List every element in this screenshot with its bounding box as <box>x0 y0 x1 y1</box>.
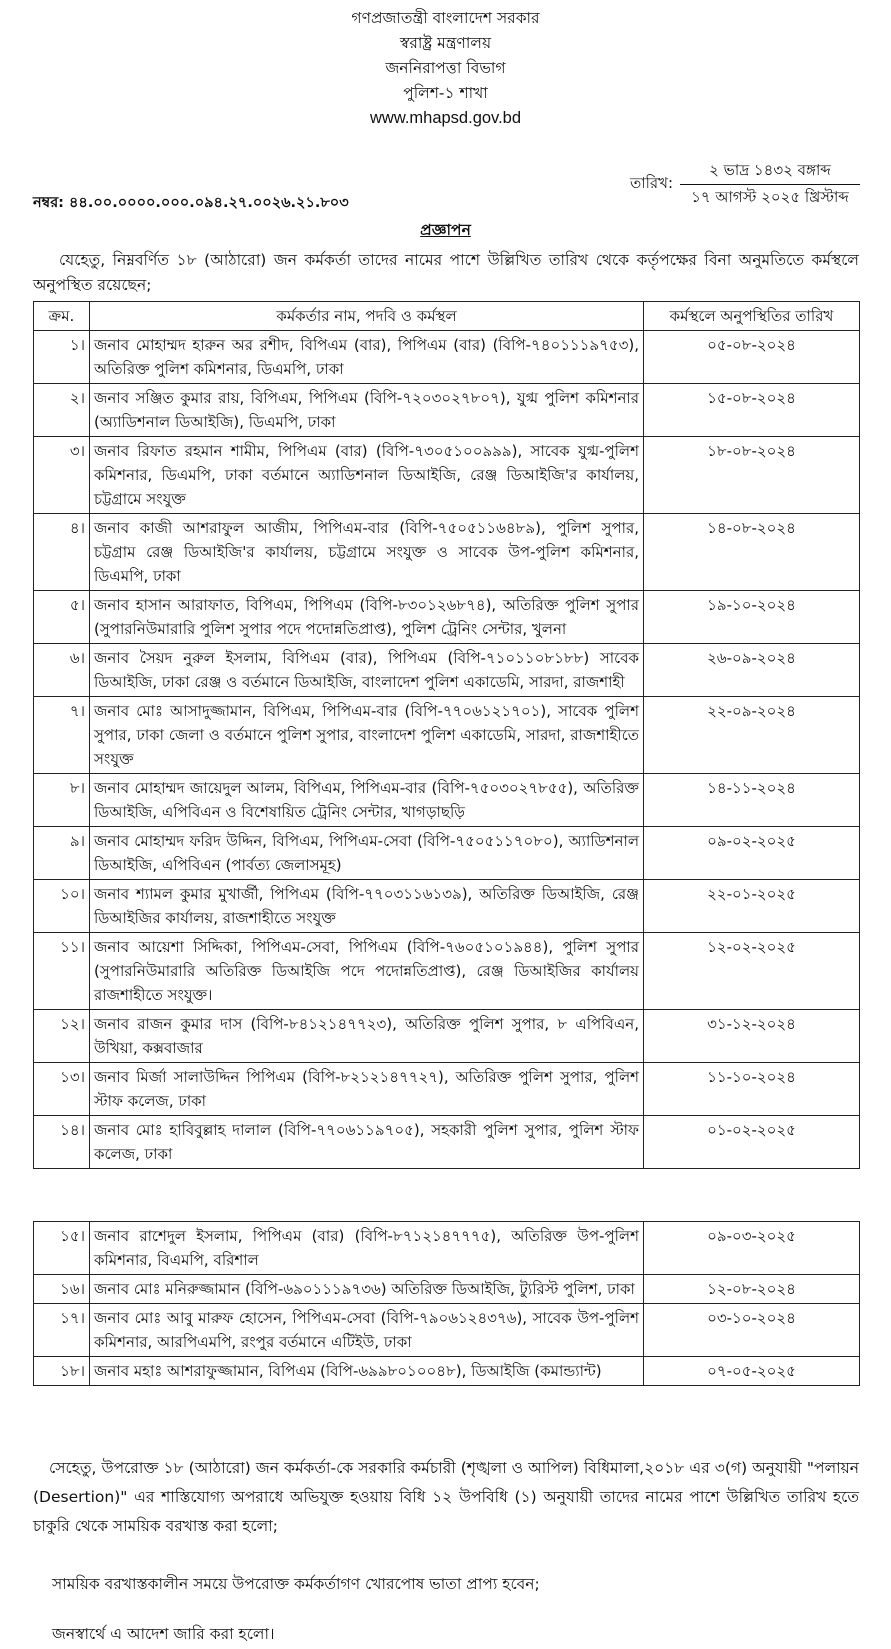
serial-cell: ১২। <box>34 1010 90 1063</box>
serial-cell: ১৭। <box>34 1304 90 1357</box>
officer-cell: জনাব সৈয়দ নুরুল ইসলাম, বিপিএম (বার), পিপিএম (বিপি-৭১০১১০৮১৮৮) সাবেক ডিআইজি, ঢাকা রেঞ্জ ও বর্তমানে ডিআইজি, বাংলাদেশ পুলিশ একাডেমি, সারদা, রাজশাহী <box>90 644 644 697</box>
officer-cell: জনাব মোঃ আবু মারুফ হোসেন, পিপিএম-সেবা (বিপি-৭৯০৬১২৪৩৭৬), সাবেক উপ-পুলিশ কমিশনার, আরপিএমপি, রংপুর বর্তমানে এটিইউ, ঢাকা <box>90 1304 644 1357</box>
table-row <box>34 1116 860 1169</box>
table-row <box>34 774 860 827</box>
officer-table-part-1 <box>33 301 860 1169</box>
table-row <box>34 1304 860 1357</box>
serial-cell: ২। <box>34 384 90 437</box>
absence-date-cell: ২২-০৯-২০২৪ <box>644 697 860 774</box>
officer-cell: জনাব সঞ্জিত কুমার রায়, বিপিএম, পিপিএম (বিপি-৭২০৩০২৭৮০৭), যুগ্ম পুলিশ কমিশনার (অ্যাডিশনাল ডিআইজি), ডিএমপি, ঢাকা <box>90 384 644 437</box>
serial-cell: ১০। <box>34 880 90 933</box>
serial-cell: ৬। <box>34 644 90 697</box>
serial-cell: ১৬। <box>34 1275 90 1304</box>
column-header-date: কর্মস্থলে অনুপস্থিতির তারিখ <box>644 302 860 331</box>
officer-cell: জনাব মোহাম্মদ জায়েদুল আলম, বিপিএম, পিপিএম-বার (বিপি-৭৫০৩০২৭৮৫৫), অতিরিক্ত ডিআইজি, এপিবিএন ও বিশেষায়িত ট্রেনিং সেন্টার, খাগড়াছড়ি <box>90 774 644 827</box>
absence-date-cell: ১৪-১১-২০২৪ <box>644 774 860 827</box>
absence-date-cell: ২৬-০৯-২০২৪ <box>644 644 860 697</box>
serial-cell: ৩। <box>34 437 90 514</box>
absence-date-cell: ১৫-০৮-২০২৪ <box>644 384 860 437</box>
absence-date-cell: ০৫-০৮-২০২৪ <box>644 331 860 384</box>
table-row <box>34 331 860 384</box>
document-title: প্রজ্ঞাপন <box>420 221 471 239</box>
table-row <box>34 1357 860 1386</box>
officer-cell: জনাব রাজন কুমার দাস (বিপি-৮৪১২১৪৭৭২৩), অতিরিক্ত পুলিশ সুপার, ৮ এপিবিএন, উখিয়া, কক্সবাজার <box>90 1010 644 1063</box>
officer-cell: জনাব মির্জা সালাউদ্দিন পিপিএম (বিপি-৮২১২১৪৭৭২৭), অতিরিক্ত পুলিশ সুপার, পুলিশ স্টাফ কলেজ, ঢাকা <box>90 1063 644 1116</box>
absence-date-cell: ০৯-০২-২০২৫ <box>644 827 860 880</box>
memo-number: নম্বর: ৪৪.০০.০০০০.০০০.০৯৪.২৭.০০২৬.২১.৮০৩ <box>33 195 349 211</box>
date-english: ১৭ আগস্ট ২০২৫ খ্রিস্টাব্দ <box>691 188 849 206</box>
officer-cell: জনাব মোঃ মনিরুজ্জামান (বিপি-৬৯০১১১৯৭৩৬) অতিরিক্ত ডিআইজি, ট্যুরিস্ট পুলিশ, ঢাকা <box>90 1275 644 1304</box>
date-bangla: ২ ভাদ্র ১৪৩২ বঙ্গাব্দ <box>680 158 860 185</box>
serial-cell: ৭। <box>34 697 90 774</box>
absence-date-cell: ০৭-০৫-২০২৫ <box>644 1357 860 1386</box>
table-row <box>34 1010 860 1063</box>
serial-cell: ১৮। <box>34 1357 90 1386</box>
table-header-row <box>34 302 860 331</box>
column-header-serial: ক্রম. <box>34 302 90 331</box>
absence-date-cell: ১৮-০৮-২০২৪ <box>644 437 860 514</box>
officer-cell: জনাব মোঃ আসাদুজ্জামান, বিপিএম, পিপিএম-বার (বিপি-৭৭০৬১২১৭০১), সাবেক পুলিশ সুপার, ঢাকা জেলা ও বর্তমানে পুলিশ সুপার, বাংলাদেশ পুলিশ একাডেমি, সারদা, রাজশাহীতে সংযুক্ত <box>90 697 644 774</box>
table-row <box>34 437 860 514</box>
officer-cell: জনাব মোহাম্মদ ফরিদ উদ্দিন, বিপিএম, পিপিএম-সেবা (বিপি-৭৫০৫১১৭০৮০), অ্যাডিশনাল ডিআইজি, এপিবিএন (পার্বত্য জেলাসমূহ) <box>90 827 644 880</box>
table-row <box>34 1222 860 1275</box>
serial-cell: ৪। <box>34 514 90 591</box>
order-paragraph: সেহেতু, উপরোক্ত ১৮ (আঠারো) জন কর্মকর্তা-কে সরকারি কর্মচারী (শৃঙ্খলা ও আপিল) বিধিমালা,২০১৮ এর ৩(গ) অনুযায়ী "পলায়ন (Desertion)" এর শাস্তিযোগ্য অপরাধে অভিযুক্ত হওয়ায় বিধি ১২ উপবিধি (১) অনুযায়ী তাদের নামের পাশে উল্লিখিত তারিখ হতে চাকুরি থেকে সাময়িক বরখাস্ত করা হলো; <box>33 1459 859 1535</box>
absence-date-cell: ০৩-১০-২০২৪ <box>644 1304 860 1357</box>
officer-cell: জনাব মোহাম্মদ হারুন অর রশীদ, বিপিএম (বার), পিপিএম (বার) (বিপি-৭৪০১১১৯৭৫৩), অতিরিক্ত পুলিশ কমিশনার, ডিএমপি, ঢাকা <box>90 331 644 384</box>
table-row <box>34 1063 860 1116</box>
date-label: তারিখ: <box>630 174 674 192</box>
issuance-paragraph: জনস্বার্থে এ আদেশ জারি করা হলো। <box>52 1625 275 1643</box>
officer-cell: জনাব রিফাত রহমান শামীম, পিপিএম (বার) (বিপি-৭৩০৫১০০৯৯৯), সাবেক যুগ্ম-পুলিশ কমিশনার, ডিএমপি, ঢাকা বর্তমানে অ্যাডিশনাল ডিআইজি, রেঞ্জ ডিআইজি'র কার্যালয়, চট্টগ্রামে সংযুক্ত <box>90 437 644 514</box>
officer-cell: জনাব রাশেদুল ইসলাম, পিপিএম (বার) (বিপি-৮৭১২১৪৭৭৭৫), অতিরিক্ত উপ-পুলিশ কমিশনার, বিএমপি, বরিশাল <box>90 1222 644 1275</box>
absence-date-cell: ১২-০৮-২০২৪ <box>644 1275 860 1304</box>
allowance-paragraph: সাময়িক বরখাস্তকালীন সময়ে উপরোক্ত কর্মকর্তাগণ খোরপোষ ভাতা প্রাপ্য হবেন; <box>52 1575 540 1593</box>
officer-table-part-2 <box>33 1221 860 1386</box>
division-name: জননিরাপত্তা বিভাগ <box>385 59 506 77</box>
serial-cell: ১৪। <box>34 1116 90 1169</box>
absence-date-cell: ০৯-০৩-২০২৫ <box>644 1222 860 1275</box>
column-header-name: কর্মকর্তার নাম, পদবি ও কর্মস্থল <box>90 302 644 331</box>
table-row <box>34 933 860 1010</box>
serial-cell: ১৫। <box>34 1222 90 1275</box>
absence-date-cell: ৩১-১২-২০২৪ <box>644 1010 860 1063</box>
officer-cell: জনাব কাজী আশরাফুল আজীম, পিপিএম-বার (বিপি-৭৫০৫১১৬৪৮৯), পুলিশ সুপার, চট্টগ্রাম রেঞ্জ ডিআইজি'র কার্যালয়, চট্টগ্রামে সংযুক্ত ও সাবেক উপ-পুলিশ কমিশনার, ডিএমপি, ঢাকা <box>90 514 644 591</box>
absence-date-cell: ১৪-০৮-২০২৪ <box>644 514 860 591</box>
letterhead <box>0 6 891 131</box>
serial-cell: ৮। <box>34 774 90 827</box>
absence-date-cell: ১৯-১০-২০২৪ <box>644 591 860 644</box>
ministry-name: স্বরাষ্ট্র মন্ত্রণালয় <box>399 34 492 52</box>
government-name: গণপ্রজাতন্ত্রী বাংলাদেশ সরকার <box>351 9 540 27</box>
absence-date-cell: ১২-০২-২০২৫ <box>644 933 860 1010</box>
table-row <box>34 514 860 591</box>
officer-cell: জনাব মহাঃ আশরাফুজ্জামান, বিপিএম (বিপি-৬৯৯৮০১০০৪৮), ডিআইজি (কমান্ড্যান্ট) <box>90 1357 644 1386</box>
serial-cell: ১১। <box>34 933 90 1010</box>
table-row <box>34 591 860 644</box>
serial-cell: ১। <box>34 331 90 384</box>
officer-cell: জনাব আয়েশা সিদ্দিকা, পিপিএম-সেবা, পিপিএম (বিপি-৭৬০৫১০১৯৪৪), পুলিশ সুপার (সুপারনিউমারারি অতিরিক্ত ডিআইজি পদে পদোন্নতিপ্রাপ্ত), রেঞ্জ ডিআইজির কার্যালয় রাজশাহীতে সংযুক্ত। <box>90 933 644 1010</box>
serial-cell: ১৩। <box>34 1063 90 1116</box>
absence-date-cell: ২২-০১-২০২৫ <box>644 880 860 933</box>
section-name: পুলিশ-১ শাখা <box>403 84 488 102</box>
officer-cell: জনাব মোঃ হাবিবুল্লাহ দালাল (বিপি-৭৭০৬১১৯৭০৫), সহকারী পুলিশ সুপার, পুলিশ স্টাফ কলেজ, ঢাকা <box>90 1116 644 1169</box>
table-row <box>34 384 860 437</box>
serial-cell: ৯। <box>34 827 90 880</box>
table-row <box>34 880 860 933</box>
intro-paragraph: যেহেতু, নিম্নবর্ণিত ১৮ (আঠারো) জন কর্মকর্তা তাদের নামের পাশে উল্লিখিত তারিখ থেকে কর্তৃপক্ষের বিনা অনুমতিতে কর্মস্থলে অনুপস্থিত রয়েছেন; <box>33 251 859 294</box>
table-row <box>34 1275 860 1304</box>
table-row <box>34 697 860 774</box>
officer-cell: জনাব হাসান আরাফাত, বিপিএম, পিপিএম (বিপি-৮৩০১২৬৮৭৪), অতিরিক্ত পুলিশ সুপার (সুপারনিউমারারি পুলিশ সুপার পদে পদোন্নতিপ্রাপ্ত), পুলিশ ট্রেনিং সেন্টার, খুলনা <box>90 591 644 644</box>
absence-date-cell: ১১-১০-২০২৪ <box>644 1063 860 1116</box>
officer-cell: জনাব শ্যামল কুমার মুখার্জী, পিপিএম (বিপি-৭৭০৩১১৬১৩৯), অতিরিক্ত ডিআইজি, রেঞ্জ ডিআইজির কার্যালয়, রাজশাহীতে সংযুক্ত <box>90 880 644 933</box>
table-row <box>34 644 860 697</box>
website-link[interactable]: www.mhapsd.gov.bd <box>369 109 522 127</box>
serial-cell: ৫। <box>34 591 90 644</box>
table-row <box>34 827 860 880</box>
absence-date-cell: ০১-০২-২০২৫ <box>644 1116 860 1169</box>
